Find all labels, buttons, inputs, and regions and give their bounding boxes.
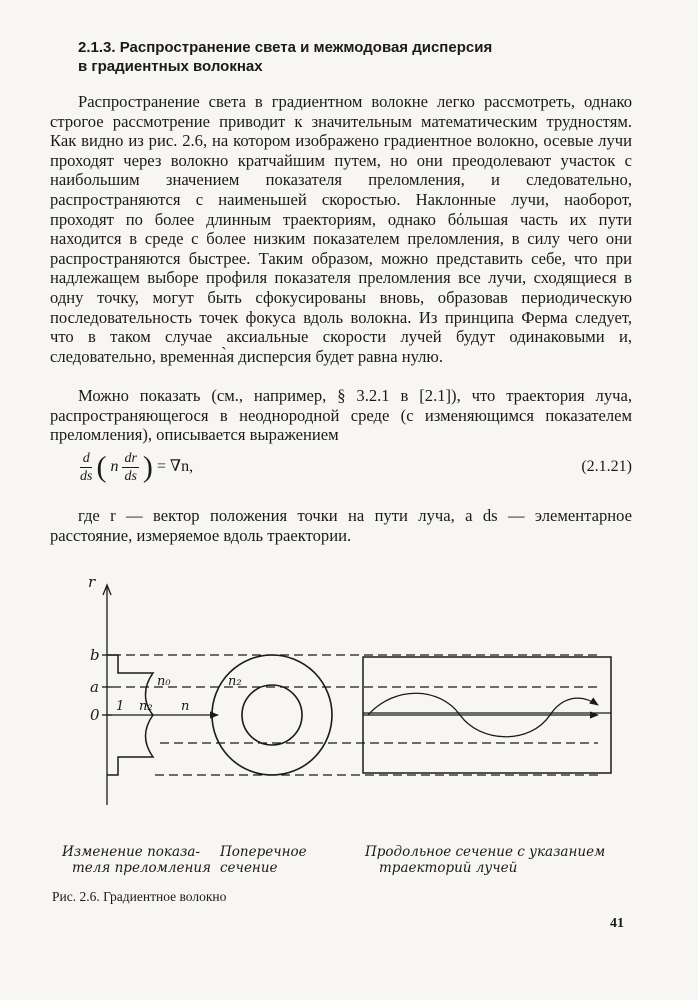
- paragraph-1: Распространение света в градиентном волокне легко рассмотреть, однако строгое рассмотрение приводит к значительным математическим трудностям. Как видно из рис. 2.6, на котором изображено градиентное волокно, осевые лучи проходят через волокно кратчайшим путем, но они преодолевают участок с наибольшим значением показателя преломления, и следовательно, распространяются с наименьшей скоростью. Наклонные лучи, наоборот, проходят по более длинным траекториям, однако бόльшая часть их пути находится в среде с более низким показателем преломления, в силу чего они распространяются быстрее. Таким образом, можно представить себе, что при надлежащем выборе профиля показателя преломления все лучи, сходящиеся в одну точку, могут быть сфокусированы вновь, образовав периодическую последовательность точек фокуса вдоль волокна. Из принципа Ферма следует, что в таком случае аксиальные скорости лучей будут одинаковыми и, следовательно, временна̀я дисперсия будет равна нулю.: [50, 92, 632, 366]
- caption-cross-section: [220, 844, 307, 876]
- caption-cross-section-line1: Поперечное: [220, 844, 307, 860]
- fraction-numerator: d: [80, 450, 92, 468]
- axis-label-0: 0: [90, 706, 100, 724]
- axis-label-a: a: [90, 678, 99, 696]
- axis-label-r: r: [88, 573, 96, 591]
- variable-n: n: [110, 458, 119, 476]
- section-heading: [78, 38, 638, 76]
- figure-caption: Рис. 2.6. Градиентное волокно: [52, 889, 227, 904]
- caption-longitudinal-section: [365, 844, 605, 876]
- caption-longitudinal-line1: Продольное сечение с указанием: [365, 844, 606, 860]
- caption-index-profile-line2: теля преломления: [72, 860, 211, 876]
- paragraph-2: Можно показать (см., например, § 3.2.1 в [2.1]), что траектория луча, распространяющегося в неоднородной среде (с изменяющимся показателем преломления), описывается выражением: [50, 386, 632, 445]
- caption-index-profile: [62, 844, 211, 876]
- label-n0: n₀: [157, 674, 171, 689]
- section-heading-line1: 2.1.3. Распространение света и межмодовая дисперсия: [78, 39, 493, 56]
- cladding-circle: [212, 655, 332, 775]
- fraction-d-ds: [80, 450, 92, 485]
- section-heading-line2: в градиентных волокнах: [78, 58, 263, 75]
- equation-2-1-21: [50, 446, 632, 496]
- page-number: 41: [610, 916, 624, 931]
- right-paren: ): [142, 450, 153, 484]
- caption-longitudinal-line2: траекторий лучей: [379, 860, 518, 876]
- fraction-denominator: ds: [124, 469, 137, 484]
- equation-rhs: = ∇n,: [156, 458, 194, 476]
- label-n-arrow: n: [181, 699, 190, 714]
- paragraph-3: где r — вектор положения точки на пути луча, а ds — элементарное расстояние, измеряемое вдоль траектории.: [50, 506, 632, 545]
- label-1: 1: [116, 699, 125, 714]
- fraction-numerator: dr: [124, 451, 137, 466]
- fraction-dr-ds: [122, 450, 138, 485]
- axis-label-b: b: [90, 646, 100, 664]
- caption-cross-section-line2: сечение: [220, 860, 278, 876]
- equation-body: [80, 450, 193, 485]
- fraction-denominator: ds: [80, 469, 93, 484]
- core-circle: [242, 685, 302, 745]
- gradient-fiber-figure: [50, 565, 650, 885]
- label-n2-ring: n₂: [228, 674, 242, 689]
- equation-number: (2.1.21): [581, 458, 632, 475]
- left-paren: (: [96, 450, 107, 484]
- caption-index-profile-line1: Изменение показа-: [62, 844, 200, 860]
- label-n2-profile: n₂: [139, 699, 153, 714]
